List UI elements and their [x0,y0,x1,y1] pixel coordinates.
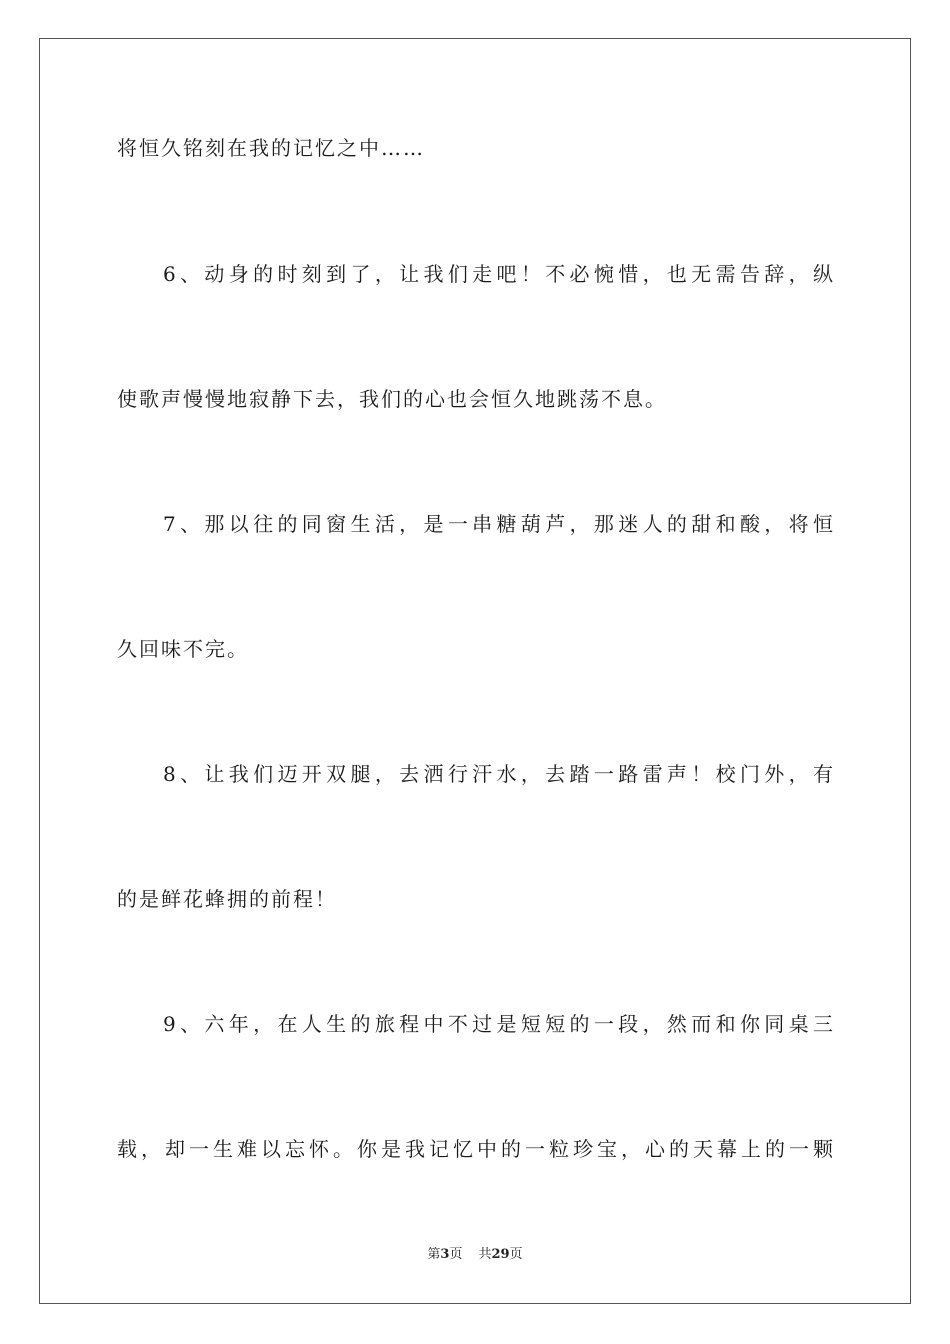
text-line-4: 7、那以往的同窗生活，是一串糖葫芦，那迷人的甜和酸，将恒 [163,512,833,536]
page-footer [0,1247,950,1263]
text-line-7: 的是鲜花蜂拥的前程！ [117,887,337,911]
text-line-2: 6、动身的时刻到了，让我们走吧！不必惋惜，也无需告辞，纵 [163,262,833,286]
total-prefix: 共 [478,1247,492,1262]
current-page-number: 3 [440,1247,450,1262]
text-line-6: 8、让我们迈开双腿，去洒行汗水，去踏一路雷声！校门外，有 [163,762,833,786]
text-line-5: 久回味不完。 [117,637,249,661]
text-line-1: 将恒久铭刻在我的记忆之中…… [117,136,425,160]
page-prefix: 第 [427,1247,441,1262]
total-page-count: 29 [491,1247,510,1262]
text-line-8: 9、六年，在人生的旅程中不过是短短的一段，然而和你同桌三 [163,1012,833,1036]
text-line-3: 使歌声慢慢地寂静下去，我们的心也会恒久地跳荡不息。 [117,387,667,411]
page-suffix: 页 [449,1247,463,1262]
text-line-9: 载，却一生难以忘怀。你是我记忆中的一粒珍宝，心的天幕上的一颗 [117,1137,833,1161]
page-border [39,38,911,1304]
total-suffix: 页 [509,1247,523,1262]
